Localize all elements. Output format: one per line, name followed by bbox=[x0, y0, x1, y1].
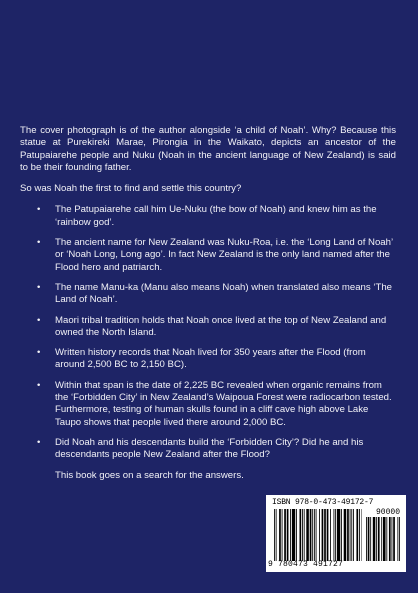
barcode-bar bbox=[310, 509, 312, 561]
barcode-bar bbox=[284, 509, 286, 561]
barcode-bar bbox=[290, 509, 291, 561]
facts-list bbox=[20, 204, 396, 461]
barcode-bar bbox=[381, 517, 382, 561]
fact-text: The Patupaiarehe call him Ue-Nuku (the bow of Noah) and knew him as the ‘rainbow god’. bbox=[55, 204, 377, 228]
barcode-bar bbox=[319, 509, 320, 561]
barcode-bar bbox=[327, 509, 329, 561]
barcode-bar bbox=[287, 509, 289, 561]
list-item bbox=[20, 315, 396, 340]
list-item bbox=[20, 204, 396, 229]
barcode-bar bbox=[337, 509, 340, 561]
price-code: 90000 bbox=[375, 508, 400, 517]
barcode-bar bbox=[316, 509, 317, 561]
fact-text: Within that span is the date of 2,225 BC revealed when organic remains from the ‘Forbidden City’ in New Zealand’s Waipoua Forest were radiocarbon tested. Furthermore, testing of human skulls found in a cliff cave high above Lake Taupo shows that people lived there around 2,000 BC. bbox=[55, 379, 392, 428]
list-item bbox=[20, 347, 396, 372]
bullet-icon: • bbox=[37, 436, 41, 448]
list-item bbox=[20, 380, 396, 429]
barcode-bar bbox=[397, 517, 398, 561]
barcode-bars-icon bbox=[274, 509, 362, 561]
barcode-bar bbox=[389, 517, 391, 561]
barcode-bar bbox=[376, 517, 377, 561]
bullet-icon: • bbox=[37, 281, 41, 293]
addon-barcode-bars-icon bbox=[366, 517, 400, 561]
fact-text: The ancient name for New Zealand was Nuku-Roa, i.e. the ‘Long Land of Noah’ or ‘Noah Long, Long ago’. In fact New Zealand is the only land named after the Flood hero and patriarch. bbox=[55, 237, 393, 273]
bullet-icon: • bbox=[37, 379, 41, 391]
isbn-label: ISBN 978-0-473-49172-7 bbox=[272, 498, 374, 507]
barcode-digits: 9 780473 491727 bbox=[268, 560, 344, 569]
barcode-bar bbox=[274, 509, 275, 561]
question-paragraph: So was Noah the first to find and settle this country? bbox=[20, 183, 242, 195]
barcode-bar bbox=[292, 509, 295, 561]
barcode-bar bbox=[300, 509, 302, 561]
barcode-bar bbox=[366, 517, 367, 561]
bullet-icon: • bbox=[37, 347, 41, 359]
fact-text: Written history records that Noah lived for 350 years after the Flood (from around 2,500 BC to 2,150 BC). bbox=[55, 347, 366, 371]
barcode-bar bbox=[344, 509, 347, 561]
barcode-bar bbox=[304, 509, 305, 561]
barcode-bar bbox=[359, 509, 360, 561]
barcode-bar bbox=[378, 517, 380, 561]
bullet-icon: • bbox=[37, 237, 41, 249]
closing-line: This book goes on a search for the answers. bbox=[55, 469, 244, 481]
barcode-bar bbox=[351, 509, 352, 561]
barcode-bar bbox=[314, 509, 315, 561]
barcode-bar bbox=[330, 509, 331, 561]
barcode-bar bbox=[392, 517, 393, 561]
barcode-bar bbox=[312, 509, 313, 561]
barcode-bar bbox=[373, 517, 376, 561]
fact-text: Did Noah and his descendants build the ‘Forbidden City’? Did he and his descendants people New Zealand after the Flood? bbox=[55, 436, 364, 461]
intro-paragraph: The cover photograph is of the author alongside ‘a child of Noah’. Why? Because this statue at Purekireki Marae, Pirongia in the Waikato, depicts an ancestor of the Patupaiarehe people and Nuku (Noah in the ancient language of New Zealand) is said to be their founding father. bbox=[20, 125, 396, 173]
fact-text: Maori tribal tradition holds that Noah once lived at the top of New Zealand and owned the North Island. bbox=[55, 314, 387, 338]
barcode-bar bbox=[356, 509, 358, 561]
fact-text: The name Manu-ka (Manu also means Noah) when translated also means ‘The Land of Noah’. bbox=[55, 281, 393, 306]
barcode-bar bbox=[368, 517, 370, 561]
barcode-bar bbox=[276, 509, 277, 561]
barcode-bar bbox=[306, 509, 309, 561]
barcode-bar bbox=[347, 509, 349, 561]
barcode-bar bbox=[350, 509, 351, 561]
barcode-bar bbox=[335, 509, 336, 561]
barcode-bar bbox=[393, 517, 395, 561]
barcode-bar bbox=[322, 509, 324, 561]
barcode-bar bbox=[279, 509, 281, 561]
barcode-bar bbox=[353, 509, 354, 561]
barcode-bar bbox=[399, 517, 400, 561]
bullet-icon: • bbox=[37, 314, 41, 326]
barcode-bar bbox=[296, 509, 297, 561]
barcode-bar bbox=[324, 509, 326, 561]
barcode-bar bbox=[383, 517, 386, 561]
barcode-bar bbox=[370, 517, 371, 561]
barcode-bar bbox=[282, 509, 283, 561]
barcode-bar bbox=[341, 509, 342, 561]
barcode-bar bbox=[386, 517, 387, 561]
list-item bbox=[20, 282, 396, 307]
bullet-icon: • bbox=[37, 204, 41, 216]
blurb-text bbox=[20, 125, 396, 482]
list-item bbox=[20, 437, 396, 462]
barcode-bar bbox=[302, 509, 303, 561]
isbn-barcode bbox=[266, 495, 406, 572]
barcode-bar bbox=[334, 509, 335, 561]
list-item bbox=[20, 237, 396, 274]
